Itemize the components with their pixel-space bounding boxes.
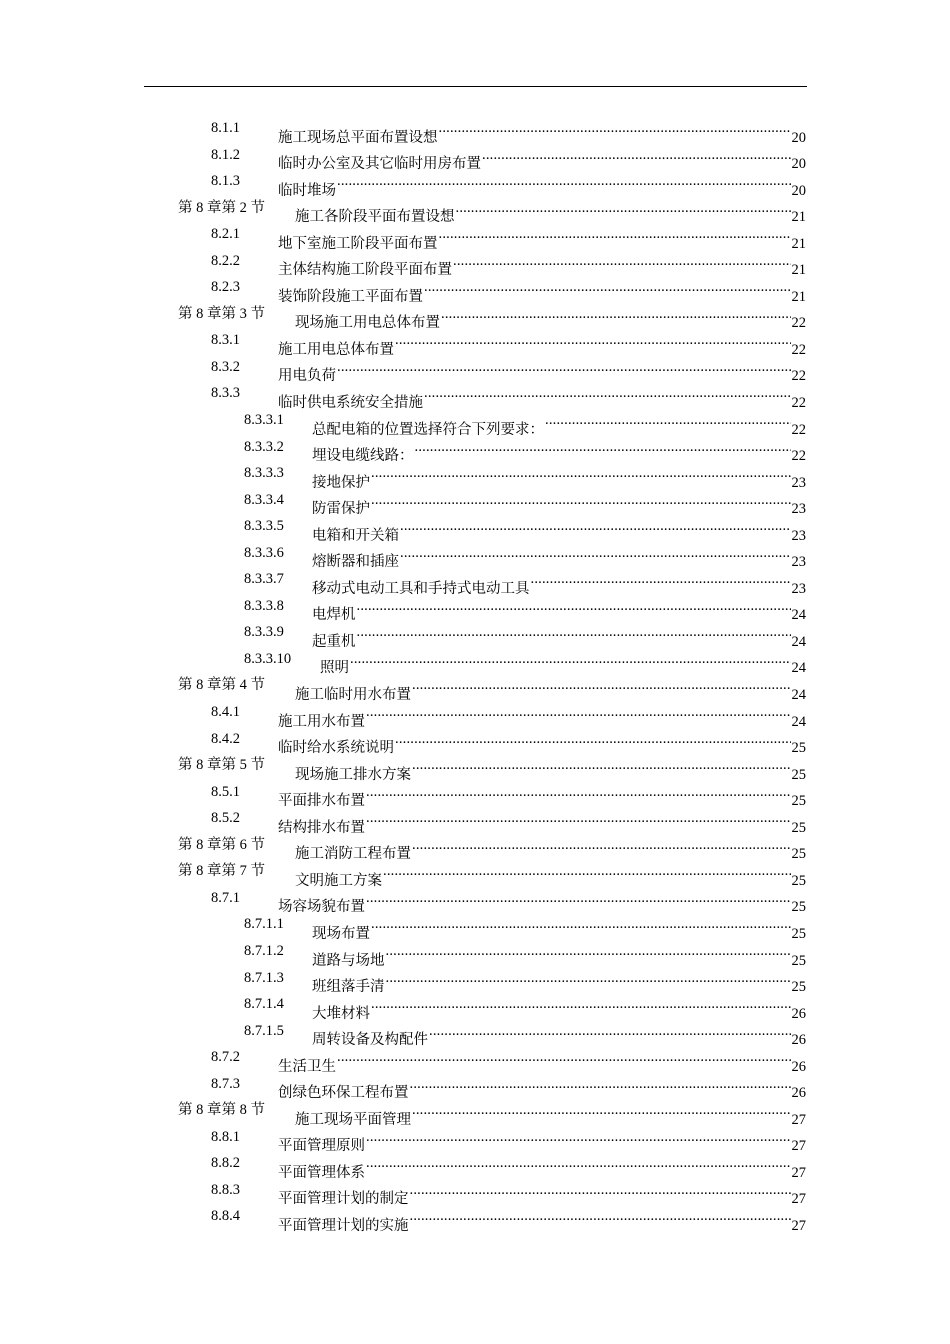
- toc-entry-page-number: 21: [791, 235, 806, 252]
- header-rule: [144, 86, 807, 87]
- toc-entry[interactable]: [0, 672, 950, 704]
- toc-entry-page-number: 27: [791, 1111, 806, 1128]
- toc-entry[interactable]: [0, 142, 950, 173]
- toc-entry-number: 8.3.1: [211, 332, 240, 349]
- toc-entry-title: 施工用水布置: [278, 713, 365, 730]
- toc-entry-title: 文明施工方案: [295, 872, 382, 889]
- toc-entry-title: 熔断器和插座: [312, 554, 399, 571]
- toc-entry-number: 8.3.3.8: [244, 597, 284, 614]
- dot-leader: [410, 1203, 791, 1230]
- toc-entry-title: 周转设备及构配件: [312, 1032, 428, 1049]
- toc-entry[interactable]: [0, 699, 950, 730]
- toc-entry-title: 起重机: [312, 633, 356, 650]
- toc-entry-title: 平面管理计划的实施: [278, 1217, 409, 1234]
- toc-entry[interactable]: [0, 380, 950, 412]
- toc-entry-title: 防雷保护: [312, 501, 370, 518]
- toc-entry-page-number: 26: [791, 1085, 806, 1102]
- toc-entry[interactable]: [0, 911, 950, 942]
- toc-entry[interactable]: [0, 513, 950, 544]
- toc-entry[interactable]: [0, 726, 950, 757]
- toc-entry-title: 接地保护: [312, 474, 370, 491]
- toc-entry-title: 施工各阶段平面布置设想: [295, 209, 455, 226]
- toc-entry-title: 移动式电动工具和手持式电动工具: [312, 580, 530, 597]
- toc-entry-number: 8.3.3: [211, 385, 240, 402]
- toc-entry-title: 施工现场总平面布置设想: [278, 129, 438, 146]
- toc-entry-number: 第 8 章第 5 节: [178, 757, 265, 774]
- toc-entry-page-number: 20: [791, 129, 806, 146]
- toc-entry-page-number: 24: [791, 713, 806, 730]
- toc-entry-page-number: 23: [791, 501, 806, 518]
- dot-leader: [429, 1018, 791, 1045]
- toc-entry[interactable]: [0, 248, 950, 279]
- toc-entry[interactable]: [0, 805, 950, 836]
- toc-entry[interactable]: [0, 1018, 950, 1049]
- dot-leader: [453, 248, 791, 275]
- toc-entry-title: 现场布置: [312, 925, 370, 942]
- dot-leader: [410, 1177, 791, 1204]
- toc-entry-page-number: 25: [791, 846, 806, 863]
- toc-entry[interactable]: [0, 168, 950, 199]
- toc-entry-number: 第 8 章第 7 节: [178, 863, 265, 880]
- toc-entry-title: 平面排水布置: [278, 793, 365, 810]
- dot-leader: [386, 938, 791, 965]
- dot-leader: [371, 460, 791, 487]
- toc-entry-number: 8.7.1.2: [244, 942, 284, 959]
- dot-leader: [456, 195, 791, 222]
- dot-leader: [366, 1124, 791, 1151]
- dot-leader: [337, 1044, 791, 1071]
- toc-entry-title: 创绿色环保工程布置: [278, 1085, 409, 1102]
- dot-leader: [400, 513, 791, 540]
- toc-entry[interactable]: [0, 593, 950, 624]
- toc-entry-number: 8.7.1.1: [244, 916, 284, 933]
- toc-entry[interactable]: [0, 115, 950, 146]
- toc-entry[interactable]: [0, 779, 950, 810]
- toc-entry-title: 临时办公室及其它临时用房布置: [278, 156, 481, 173]
- toc-entry[interactable]: [0, 1071, 950, 1102]
- toc-entry-page-number: 27: [791, 1191, 806, 1208]
- toc-entry-page-number: 21: [791, 262, 806, 279]
- toc-entry-number: 8.7.3: [211, 1075, 240, 1092]
- dot-leader: [337, 354, 791, 381]
- toc-entry-number: 8.3.3.1: [244, 412, 284, 429]
- toc-entry-number: 8.7.1.4: [244, 996, 284, 1013]
- toc-entry-page-number: 22: [791, 448, 806, 465]
- toc-entry-page-number: 24: [791, 687, 806, 704]
- toc-entry-page-number: 23: [791, 527, 806, 544]
- toc-entry-number: 8.1.3: [211, 173, 240, 190]
- toc-entry-number: 8.8.2: [211, 1155, 240, 1172]
- toc-entry-page-number: 21: [791, 209, 806, 226]
- toc-entry-number: 8.8.3: [211, 1181, 240, 1198]
- dot-leader: [371, 911, 791, 938]
- dot-leader: [412, 1097, 791, 1124]
- toc-entry-page-number: 25: [791, 819, 806, 836]
- toc-entry-title: 场容场貌布置: [278, 899, 365, 916]
- toc-entry-page-number: 26: [791, 1058, 806, 1075]
- toc-entry-title: 现场施工用电总体布置: [295, 315, 440, 332]
- toc-entry-number: 8.7.1.3: [244, 969, 284, 986]
- toc-entry[interactable]: [0, 434, 950, 465]
- toc-entry-number: 8.5.2: [211, 810, 240, 827]
- toc-entry-page-number: 25: [791, 740, 806, 757]
- toc-entry[interactable]: [0, 858, 950, 889]
- toc-entry[interactable]: [0, 646, 950, 677]
- toc-entry[interactable]: [0, 540, 950, 571]
- toc-entry[interactable]: [0, 752, 950, 783]
- toc-entry[interactable]: [0, 832, 950, 863]
- toc-entry-page-number: 26: [791, 1005, 806, 1022]
- toc-entry-number: 8.7.1: [211, 889, 240, 906]
- toc-entry[interactable]: [0, 407, 950, 438]
- toc-entry-title: 道路与场地: [312, 952, 385, 969]
- dot-leader: [383, 858, 791, 885]
- toc-entry-title: 电箱和开关箱: [312, 527, 399, 544]
- toc-entry-title: 电焊机: [312, 607, 356, 624]
- dot-leader: [424, 274, 791, 301]
- toc-entry[interactable]: [0, 221, 950, 252]
- toc-entry-title: 平面管理计划的制定: [278, 1191, 409, 1208]
- toc-entry-page-number: 22: [791, 421, 806, 438]
- toc-entry-title: 施工现场平面管理: [295, 1111, 411, 1128]
- toc-entry-title: 照明: [320, 660, 349, 677]
- toc-entry-number: 8.2.2: [211, 252, 240, 269]
- toc-entry-number: 第 8 章第 8 节: [178, 1102, 265, 1119]
- toc-entry-title: 临时堆场: [278, 182, 336, 199]
- toc-entry-title: 用电负荷: [278, 368, 336, 385]
- toc-entry-number: 第 8 章第 4 节: [178, 677, 265, 694]
- dot-leader: [412, 832, 791, 859]
- dot-leader: [366, 779, 791, 806]
- toc-entry-page-number: 27: [791, 1138, 806, 1155]
- toc-entry-title: 平面管理体系: [278, 1164, 365, 1181]
- toc-entry-title: 临时给水系统说明: [278, 740, 394, 757]
- toc-entry-page-number: 25: [791, 872, 806, 889]
- toc-entry-number: 8.3.3.9: [244, 624, 284, 641]
- toc-entry-number: 8.4.1: [211, 704, 240, 721]
- toc-entry-title: 生活卫生: [278, 1058, 336, 1075]
- toc-entry[interactable]: [0, 1044, 950, 1075]
- dot-leader: [366, 885, 791, 912]
- toc-entry[interactable]: [0, 301, 950, 332]
- toc-entry-title: 现场施工排水方案: [295, 766, 411, 783]
- toc-entry-page-number: 21: [791, 288, 806, 305]
- toc-entry-number: 8.3.2: [211, 358, 240, 375]
- toc-entry-title: 施工用电总体布置: [278, 341, 394, 358]
- toc-entry-number: 8.3.3.6: [244, 544, 284, 561]
- toc-entry-page-number: 25: [791, 979, 806, 996]
- toc-entry[interactable]: [0, 1150, 950, 1181]
- dot-leader: [371, 991, 791, 1018]
- dot-leader: [357, 619, 791, 646]
- toc-entry-page-number: 24: [791, 633, 806, 650]
- toc-entry-page-number: 25: [791, 925, 806, 942]
- toc-entry-number: 8.8.4: [211, 1208, 240, 1225]
- toc-entry[interactable]: [0, 1203, 950, 1234]
- dot-leader: [400, 540, 791, 567]
- dot-leader: [395, 327, 791, 354]
- toc-entry-number: 8.7.1.5: [244, 1022, 284, 1039]
- toc-entry-page-number: 25: [791, 793, 806, 810]
- toc-entry-number: 8.3.3.3: [244, 465, 284, 482]
- toc-entry-page-number: 22: [791, 341, 806, 358]
- dot-leader: [545, 407, 791, 434]
- toc-entry-page-number: 22: [791, 315, 806, 332]
- dot-leader: [357, 593, 791, 620]
- toc-entry-title: 装饰阶段施工平面布置: [278, 288, 423, 305]
- dot-leader: [410, 1071, 791, 1098]
- dot-leader: [439, 115, 791, 142]
- toc-entry-page-number: 23: [791, 474, 806, 491]
- dot-leader: [531, 566, 791, 593]
- toc-entry-number: 8.4.2: [211, 730, 240, 747]
- dot-leader: [337, 168, 791, 195]
- toc-entry-page-number: 20: [791, 182, 806, 199]
- toc-entry[interactable]: [0, 965, 950, 996]
- toc-entry[interactable]: [0, 619, 950, 650]
- toc-entry-number: 8.3.3.2: [244, 438, 284, 455]
- toc-entry[interactable]: [0, 460, 950, 491]
- toc-entry-number: 8.7.2: [211, 1049, 240, 1066]
- dot-leader: [366, 1150, 791, 1177]
- dot-leader: [386, 965, 791, 992]
- toc-entry-page-number: 25: [791, 899, 806, 916]
- toc-entry-page-number: 24: [791, 660, 806, 677]
- toc-entry[interactable]: [0, 487, 950, 518]
- toc-entry-title: 平面管理原则: [278, 1138, 365, 1155]
- dot-leader: [441, 301, 791, 328]
- toc-entry-title: 主体结构施工阶段平面布置: [278, 262, 452, 279]
- toc-entry-number: 8.1.2: [211, 146, 240, 163]
- toc-entry-title: 结构排水布置: [278, 819, 365, 836]
- toc-entry-page-number: 26: [791, 1032, 806, 1049]
- dot-leader: [366, 805, 791, 832]
- dot-leader: [424, 380, 791, 407]
- toc-entry[interactable]: [0, 1097, 950, 1128]
- toc-entry-page-number: 25: [791, 766, 806, 783]
- toc-entry-number: 8.3.3.4: [244, 491, 284, 508]
- toc-entry[interactable]: [0, 195, 950, 226]
- dot-leader: [371, 487, 791, 514]
- toc-entry-title: 施工临时用水布置: [295, 687, 411, 704]
- toc-entry[interactable]: [0, 1124, 950, 1155]
- toc-entry[interactable]: [0, 354, 950, 385]
- toc-entry-page-number: 27: [791, 1217, 806, 1234]
- toc-entry-title: 班组落手清: [312, 979, 385, 996]
- dot-leader: [439, 221, 791, 248]
- toc-entry-number: 8.3.3.10: [244, 650, 292, 667]
- toc-entry[interactable]: [0, 991, 950, 1022]
- toc-entry-number: 8.3.3.5: [244, 518, 284, 535]
- toc-entry-number: 8.2.1: [211, 226, 240, 243]
- dot-leader: [412, 672, 791, 699]
- toc-entry-number: 第 8 章第 2 节: [178, 199, 265, 216]
- dot-leader: [350, 646, 791, 673]
- toc-entry-number: 8.2.3: [211, 279, 240, 296]
- dot-leader: [415, 434, 791, 461]
- toc-entry-title: 临时供电系统安全措施: [278, 395, 423, 412]
- toc-entry-number: 8.8.1: [211, 1128, 240, 1145]
- dot-leader: [412, 752, 791, 779]
- toc-entry-number: 第 8 章第 3 节: [178, 305, 265, 322]
- toc-entry-title: 地下室施工阶段平面布置: [278, 235, 438, 252]
- toc-entry-page-number: 22: [791, 368, 806, 385]
- toc-entry[interactable]: [0, 327, 950, 358]
- toc-entry-page-number: 25: [791, 952, 806, 969]
- table-of-contents: [0, 115, 950, 1234]
- toc-entry[interactable]: [0, 1177, 950, 1208]
- toc-entry-page-number: 24: [791, 607, 806, 624]
- toc-entry-page-number: 27: [791, 1164, 806, 1181]
- toc-entry[interactable]: [0, 566, 950, 597]
- toc-entry-number: 第 8 章第 6 节: [178, 836, 265, 853]
- toc-entry-number: 8.1.1: [211, 120, 240, 136]
- toc-entry-number: 8.3.3.7: [244, 571, 284, 588]
- toc-entry[interactable]: [0, 938, 950, 969]
- toc-entry[interactable]: [0, 885, 950, 916]
- toc-entry-number: 8.5.1: [211, 783, 240, 800]
- toc-entry-title: 施工消防工程布置: [295, 846, 411, 863]
- toc-entry[interactable]: [0, 274, 950, 305]
- toc-entry-page-number: 20: [791, 156, 806, 173]
- toc-entry-title: 埋设电缆线路：: [312, 448, 414, 465]
- dot-leader: [395, 726, 791, 753]
- toc-entry-title: 大堆材料: [312, 1005, 370, 1022]
- toc-entry-page-number: 23: [791, 580, 806, 597]
- dot-leader: [482, 142, 791, 169]
- toc-entry-line: [278, 1203, 806, 1239]
- dot-leader: [366, 699, 791, 726]
- toc-entry-title: 总配电箱的位置选择符合下列要求：: [312, 421, 544, 438]
- toc-entry-page-number: 23: [791, 554, 806, 571]
- toc-entry-page-number: 22: [791, 395, 806, 412]
